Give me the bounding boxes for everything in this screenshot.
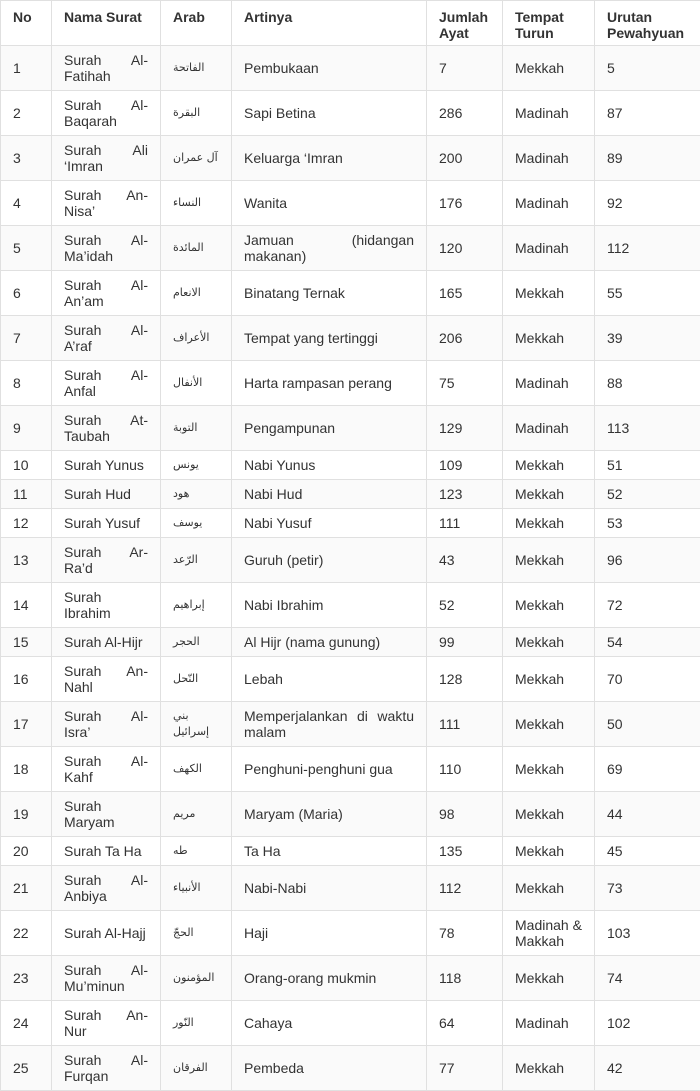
cell-nama-surat: Surah Al-A’raf [52,316,161,361]
cell-tempat-turun: Mekkah [503,316,595,361]
cell-tempat-turun: Mekkah [503,583,595,628]
cell-tempat-turun: Mekkah [503,46,595,91]
table-row [1,1046,700,1091]
cell-no: 19 [1,792,52,837]
table-row [1,538,700,583]
cell-arab: إبراهيم [161,583,232,628]
cell-nama-surat: Surah Al-Mu’minun [52,956,161,1001]
table-row [1,747,700,792]
header-artinya: Artinya [232,1,427,46]
cell-no: 21 [1,866,52,911]
cell-nama-surat: Surah An-Nur [52,1001,161,1046]
cell-artinya: Memperjalankan di waktu malam [232,702,427,747]
cell-nama-surat: Surah Ali ‘Imran [52,136,161,181]
cell-nama-surat: Surah At-Taubah [52,406,161,451]
cell-tempat-turun: Mekkah [503,509,595,538]
table-row [1,1001,700,1046]
cell-jumlah-ayat: 109 [427,451,503,480]
cell-urutan-pewahyuan: 70 [595,657,700,702]
cell-jumlah-ayat: 111 [427,509,503,538]
cell-artinya: Jamuan (hidangan makanan) [232,226,427,271]
cell-no: 10 [1,451,52,480]
cell-urutan-pewahyuan: 55 [595,271,700,316]
cell-jumlah-ayat: 64 [427,1001,503,1046]
cell-tempat-turun: Madinah [503,91,595,136]
header-jumlah-ayat: Jumlah Ayat [427,1,503,46]
cell-arab: الأنبياء [161,866,232,911]
cell-jumlah-ayat: 135 [427,837,503,866]
cell-tempat-turun: Mekkah [503,271,595,316]
cell-jumlah-ayat: 75 [427,361,503,406]
cell-nama-surat: Surah Yusuf [52,509,161,538]
cell-urutan-pewahyuan: 103 [595,911,700,956]
cell-urutan-pewahyuan: 5 [595,46,700,91]
cell-nama-surat: Surah Al-Ma’idah [52,226,161,271]
cell-nama-surat: Surah Al-Fatihah [52,46,161,91]
cell-artinya: Guruh (petir) [232,538,427,583]
cell-no: 4 [1,181,52,226]
cell-artinya: Nabi Ibrahim [232,583,427,628]
cell-urutan-pewahyuan: 89 [595,136,700,181]
table-row [1,657,700,702]
cell-arab: طه [161,837,232,866]
cell-jumlah-ayat: 111 [427,702,503,747]
cell-nama-surat: Surah Al-Furqan [52,1046,161,1091]
cell-nama-surat: Surah Ta Ha [52,837,161,866]
cell-tempat-turun: Madinah [503,181,595,226]
table-row [1,480,700,509]
cell-nama-surat: Surah Al-Isra’ [52,702,161,747]
cell-urutan-pewahyuan: 96 [595,538,700,583]
cell-urutan-pewahyuan: 44 [595,792,700,837]
cell-jumlah-ayat: 128 [427,657,503,702]
table-row [1,628,700,657]
cell-no: 16 [1,657,52,702]
cell-no: 6 [1,271,52,316]
cell-arab: مريم [161,792,232,837]
cell-nama-surat: Surah Al-Hijr [52,628,161,657]
cell-urutan-pewahyuan: 50 [595,702,700,747]
cell-tempat-turun: Mekkah [503,866,595,911]
cell-urutan-pewahyuan: 69 [595,747,700,792]
cell-arab: النساء [161,181,232,226]
cell-urutan-pewahyuan: 51 [595,451,700,480]
cell-jumlah-ayat: 200 [427,136,503,181]
cell-tempat-turun: Madinah [503,406,595,451]
cell-arab: الفاتحة [161,46,232,91]
table-row [1,91,700,136]
cell-artinya: Nabi-Nabi [232,866,427,911]
cell-artinya: Nabi Yusuf [232,509,427,538]
cell-jumlah-ayat: 110 [427,747,503,792]
table-row [1,837,700,866]
cell-no: 22 [1,911,52,956]
cell-arab: التوبة [161,406,232,451]
cell-no: 24 [1,1001,52,1046]
cell-tempat-turun: Madinah [503,136,595,181]
cell-jumlah-ayat: 165 [427,271,503,316]
cell-jumlah-ayat: 206 [427,316,503,361]
cell-artinya: Maryam (Maria) [232,792,427,837]
cell-tempat-turun: Mekkah [503,747,595,792]
header-row [1,1,700,46]
cell-artinya: Binatang Ternak [232,271,427,316]
cell-urutan-pewahyuan: 112 [595,226,700,271]
cell-no: 9 [1,406,52,451]
cell-no: 18 [1,747,52,792]
cell-tempat-turun: Madinah [503,1001,595,1046]
cell-urutan-pewahyuan: 39 [595,316,700,361]
cell-urutan-pewahyuan: 88 [595,361,700,406]
cell-urutan-pewahyuan: 45 [595,837,700,866]
cell-nama-surat: Surah Maryam [52,792,161,837]
cell-urutan-pewahyuan: 53 [595,509,700,538]
cell-artinya: Nabi Hud [232,480,427,509]
cell-nama-surat: Surah Al-An’am [52,271,161,316]
cell-no: 5 [1,226,52,271]
cell-jumlah-ayat: 129 [427,406,503,451]
table-row [1,509,700,538]
cell-no: 2 [1,91,52,136]
cell-tempat-turun: Mekkah [503,628,595,657]
table-row [1,866,700,911]
cell-jumlah-ayat: 43 [427,538,503,583]
cell-jumlah-ayat: 123 [427,480,503,509]
cell-arab: البقرة [161,91,232,136]
cell-no: 7 [1,316,52,361]
cell-urutan-pewahyuan: 113 [595,406,700,451]
cell-arab: المائدة [161,226,232,271]
cell-artinya: Haji [232,911,427,956]
cell-no: 8 [1,361,52,406]
header-urutan-pewahyuan: Urutan Pewahyuan [595,1,700,46]
table-row [1,181,700,226]
cell-tempat-turun: Madinah & Makkah [503,911,595,956]
cell-jumlah-ayat: 7 [427,46,503,91]
cell-arab: الأعراف [161,316,232,361]
cell-no: 13 [1,538,52,583]
table-row [1,361,700,406]
cell-tempat-turun: Mekkah [503,956,595,1001]
table-row [1,271,700,316]
cell-artinya: Lebah [232,657,427,702]
cell-arab: الحجّ [161,911,232,956]
cell-arab: النّور [161,1001,232,1046]
cell-urutan-pewahyuan: 102 [595,1001,700,1046]
cell-nama-surat: Surah Ibrahim [52,583,161,628]
cell-urutan-pewahyuan: 74 [595,956,700,1001]
cell-arab: الرّعد [161,538,232,583]
cell-tempat-turun: Mekkah [503,1046,595,1091]
cell-no: 25 [1,1046,52,1091]
cell-jumlah-ayat: 78 [427,911,503,956]
cell-urutan-pewahyuan: 92 [595,181,700,226]
table-row [1,406,700,451]
cell-tempat-turun: Mekkah [503,451,595,480]
cell-tempat-turun: Mekkah [503,837,595,866]
cell-jumlah-ayat: 118 [427,956,503,1001]
cell-artinya: Pengampunan [232,406,427,451]
cell-jumlah-ayat: 98 [427,792,503,837]
cell-arab: يونس [161,451,232,480]
cell-artinya: Nabi Yunus [232,451,427,480]
cell-nama-surat: Surah An-Nisa’ [52,181,161,226]
table-row [1,911,700,956]
cell-arab: هود [161,480,232,509]
cell-jumlah-ayat: 112 [427,866,503,911]
header-nama-surat: Nama Surat [52,1,161,46]
cell-arab: الانعام [161,271,232,316]
cell-no: 1 [1,46,52,91]
cell-tempat-turun: Mekkah [503,538,595,583]
cell-nama-surat: Surah Al-Baqarah [52,91,161,136]
table-row [1,136,700,181]
cell-urutan-pewahyuan: 52 [595,480,700,509]
cell-nama-surat: Surah An-Nahl [52,657,161,702]
cell-artinya: Ta Ha [232,837,427,866]
table-row [1,451,700,480]
cell-nama-surat: Surah Ar-Ra’d [52,538,161,583]
cell-tempat-turun: Mekkah [503,792,595,837]
cell-jumlah-ayat: 176 [427,181,503,226]
cell-arab: الكهف [161,747,232,792]
cell-no: 23 [1,956,52,1001]
cell-jumlah-ayat: 286 [427,91,503,136]
cell-arab: يوسف [161,509,232,538]
cell-no: 3 [1,136,52,181]
table-row [1,792,700,837]
cell-nama-surat: Surah Hud [52,480,161,509]
header-tempat-turun: Tempat Turun [503,1,595,46]
cell-no: 17 [1,702,52,747]
cell-jumlah-ayat: 120 [427,226,503,271]
table-row [1,226,700,271]
cell-jumlah-ayat: 99 [427,628,503,657]
cell-artinya: Pembukaan [232,46,427,91]
cell-nama-surat: Surah Al-Anbiya [52,866,161,911]
cell-arab: بني إسرائيل [161,702,232,747]
cell-tempat-turun: Madinah [503,226,595,271]
cell-artinya: Sapi Betina [232,91,427,136]
table-row [1,956,700,1001]
cell-artinya: Keluarga ‘Imran [232,136,427,181]
cell-no: 14 [1,583,52,628]
cell-nama-surat: Surah Yunus [52,451,161,480]
cell-nama-surat: Surah Al-Anfal [52,361,161,406]
cell-jumlah-ayat: 52 [427,583,503,628]
header-arab: Arab [161,1,232,46]
cell-arab: المؤمنون [161,956,232,1001]
cell-tempat-turun: Mekkah [503,480,595,509]
cell-no: 20 [1,837,52,866]
cell-artinya: Tempat yang tertinggi [232,316,427,361]
cell-arab: الحجر [161,628,232,657]
cell-urutan-pewahyuan: 42 [595,1046,700,1091]
cell-tempat-turun: Mekkah [503,702,595,747]
header-no: No [1,1,52,46]
cell-arab: النّحل [161,657,232,702]
cell-urutan-pewahyuan: 54 [595,628,700,657]
table-row [1,583,700,628]
cell-artinya: Al Hijr (nama gunung) [232,628,427,657]
cell-artinya: Orang-orang mukmin [232,956,427,1001]
cell-no: 12 [1,509,52,538]
cell-no: 11 [1,480,52,509]
cell-nama-surat: Surah Al-Hajj [52,911,161,956]
table-row [1,46,700,91]
cell-jumlah-ayat: 77 [427,1046,503,1091]
cell-arab: الفرقان [161,1046,232,1091]
table-row [1,702,700,747]
cell-artinya: Wanita [232,181,427,226]
cell-urutan-pewahyuan: 72 [595,583,700,628]
cell-arab: آل عمران [161,136,232,181]
cell-artinya: Cahaya [232,1001,427,1046]
cell-tempat-turun: Mekkah [503,657,595,702]
cell-nama-surat: Surah Al-Kahf [52,747,161,792]
table-row [1,316,700,361]
cell-arab: الأنفال [161,361,232,406]
cell-artinya: Penghuni-penghuni gua [232,747,427,792]
cell-artinya: Pembeda [232,1046,427,1091]
cell-urutan-pewahyuan: 87 [595,91,700,136]
cell-urutan-pewahyuan: 73 [595,866,700,911]
cell-no: 15 [1,628,52,657]
cell-tempat-turun: Madinah [503,361,595,406]
cell-artinya: Harta rampasan perang [232,361,427,406]
